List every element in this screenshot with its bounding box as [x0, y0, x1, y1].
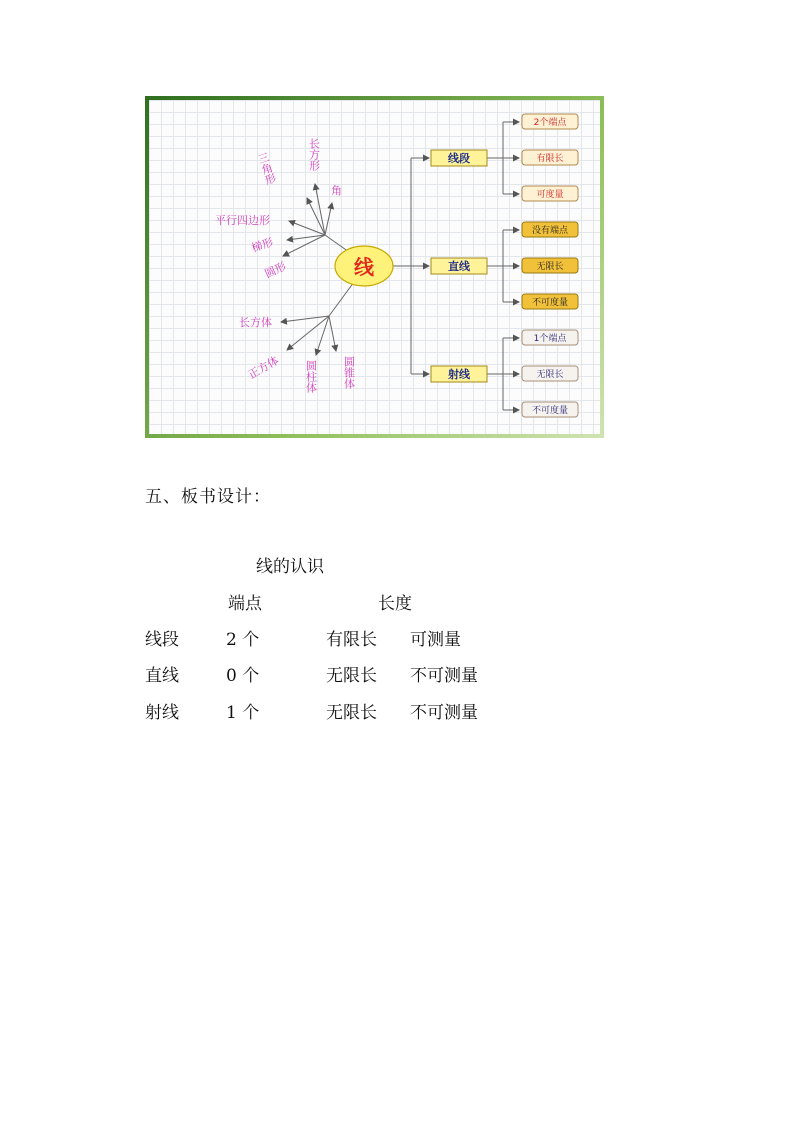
row-name: 射线 — [145, 703, 179, 723]
leaf-label: 无限长 — [536, 370, 564, 380]
leaf-label: 2个端点 — [533, 118, 567, 128]
shape-label-parallelogram: 平行四边形 — [215, 214, 270, 227]
row-count: 1 个 — [226, 703, 260, 723]
row-length: 无限长 — [326, 666, 377, 686]
shape-label-cube: 正方体 — [246, 353, 282, 382]
leaf-label: 1个端点 — [533, 334, 567, 344]
shape-label-rectangle: 长方形 — [307, 138, 321, 171]
shape-label-cuboid: 长方体 — [239, 316, 272, 329]
shape-label-cylinder: 圆柱体 — [304, 360, 318, 393]
leaf-label: 不可度量 — [531, 298, 569, 308]
row-length: 有限长 — [326, 630, 377, 650]
board-title: 线的认识 — [256, 557, 324, 577]
shape-label-trapezoid: 梯形 — [249, 235, 275, 255]
branch-label-ray: 射线 — [448, 368, 470, 381]
leaf-label: 有限长 — [536, 154, 564, 164]
leaf-label: 没有端点 — [531, 226, 569, 236]
branch-label-line: 直线 — [448, 260, 470, 273]
section-title: 五、板书设计： — [145, 487, 271, 507]
shape-label-circle: 圆形 — [262, 259, 289, 281]
shape-label-cone: 圆锥体 — [342, 356, 356, 389]
branch-node-ray — [431, 366, 487, 382]
column-header-length: 长度 — [378, 594, 412, 614]
row-measure: 不可测量 — [410, 703, 478, 723]
row-length: 无限长 — [326, 703, 377, 723]
solid-shape-connectors — [281, 282, 354, 355]
branch-label-segment: 线段 — [448, 152, 470, 165]
row-measure: 不可测量 — [410, 666, 478, 686]
mind-map-figure — [145, 96, 604, 438]
shape-label-angle: 角 — [331, 184, 342, 197]
center-node-label: 线 — [354, 255, 374, 279]
column-header-endpoint: 端点 — [228, 594, 262, 614]
leaf-label: 不可度量 — [531, 406, 569, 416]
leaf-label: 无限长 — [536, 262, 564, 272]
branch-node-segment — [431, 150, 487, 166]
leaf-label: 可度量 — [536, 190, 564, 200]
branch-connectors — [393, 158, 429, 374]
row-name: 直线 — [145, 666, 179, 686]
branch-node-line — [431, 258, 487, 274]
row-name: 线段 — [145, 630, 179, 650]
leaf-connectors — [487, 122, 519, 410]
row-count: 2 个 — [226, 630, 260, 650]
row-count: 0 个 — [226, 666, 260, 686]
mind-map-svg — [149, 100, 600, 434]
row-measure: 可测量 — [410, 630, 461, 650]
shape-label-triangle: 三角形 — [255, 150, 278, 187]
